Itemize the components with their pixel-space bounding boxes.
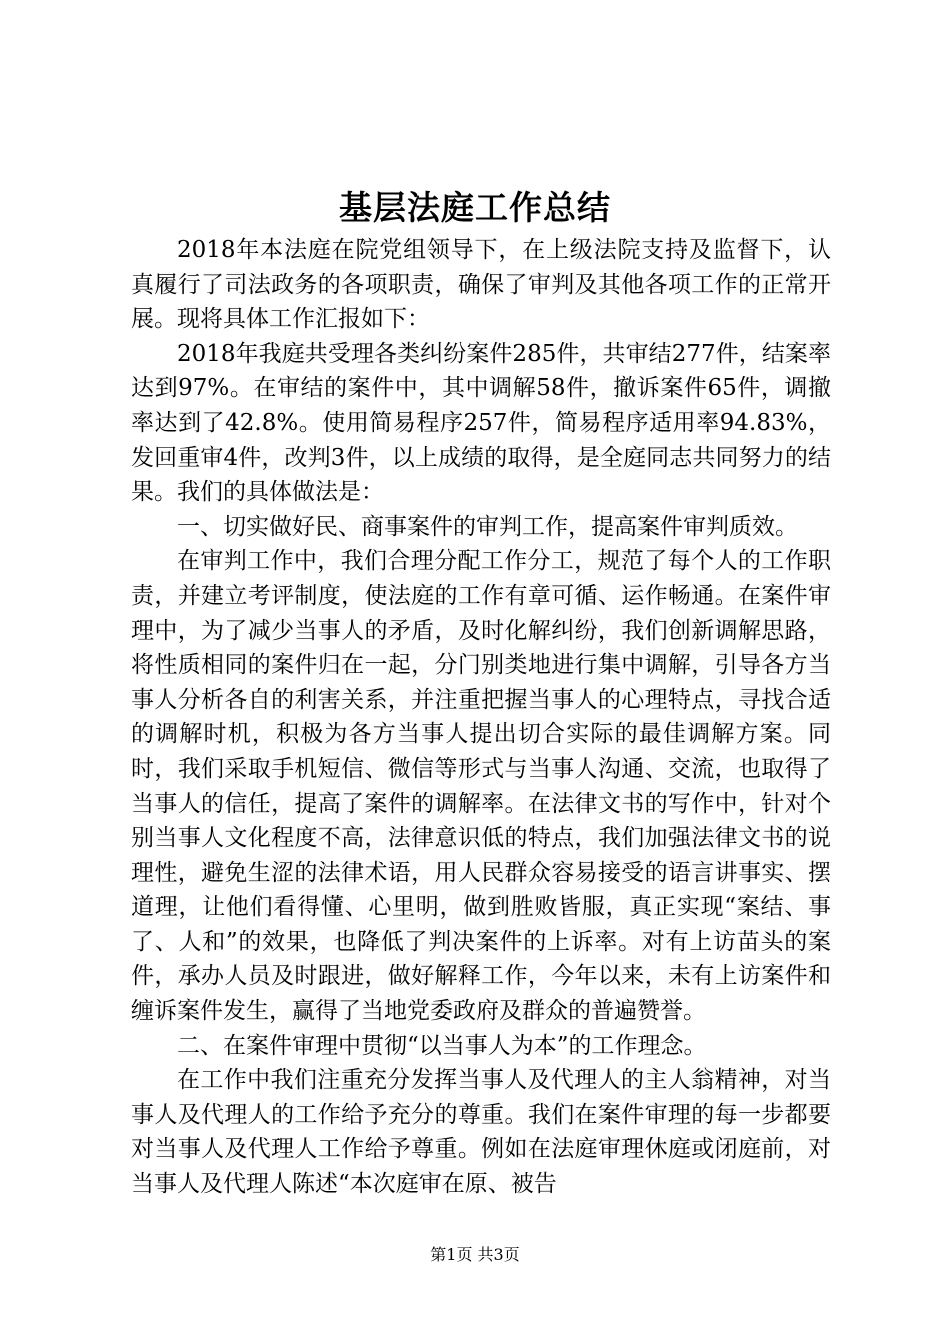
document-body [131, 233, 831, 1202]
page-footer: 第1页 共3页 [430, 1245, 520, 1264]
section-heading-2: 二、在案件审理中贯彻“以当事人为本”的工作理念。 [177, 1032, 707, 1059]
paragraph-trial-work: 在审判工作中，我们合理分配工作分工，规范了每个人的工作职责，并建立考评制度，使法庭的工作有章可循、运作畅通。在案件审理中，为了减少当事人的矛盾，及时化解纠纷，我们创新调解思路，将性质相同的案件归在一起，分门别类地进行集中调解，引导各方当事人分析各自的利害关系，并注重把握当事人的心理特点，寻找合适的调解时机，积极为各方当事人提出切合实际的最佳调解方案。同时，我们采取手机短信、微信等形式与当事人沟通、交流，也取得了当事人的信任，提高了案件的调解率。在法律文书的写作中，针对个别当事人文化程度不高，法律意识低的特点，我们加强法律文书的说理性，避免生涩的法律术语，用人民群众容易接受的语言讲事实、摆道理，让他们看得懂、心里明，做到胜败皆服，真正实现“案结、事了、人和”的效果，也降低了判决案件的上诉率。对有上访苗头的案件，承办人员及时跟进，做好解释工作，今年以来，未有上访案件和缠诉案件发生，赢得了当地党委政府及群众的普遍赞誉。 [131, 548, 831, 1025]
paragraph-statistics: 2018年我庭共受理各类纠纷案件285件，共审结277件，结案率达到97%。在审结的案件中，其中调解58件，撤诉案件65件，调撤率达到了42.8%。使用简易程序257件，简易程序适用率94.83%，发回重审4件，改判3件，以上成绩的取得，是全庭同志共同努力的结果。我们的具体做法是： [131, 340, 831, 506]
paragraph-party-centered: 在工作中我们注重充分发挥当事人及代理人的主人翁精神，对当事人及代理人的工作给予充分的尊重。我们在案件审理的每一步都要对当事人及代理人工作给予尊重。例如在法庭审理休庭或闭庭前，对当事人及代理人陈述“本次庭审在原、被告 [131, 1067, 831, 1198]
paragraph-intro: 2018年本法庭在院党组领导下，在上级法院支持及监督下，认真履行了司法政务的各项职责，确保了审判及其他各项工作的正常开展。现将具体工作汇报如下： [131, 237, 831, 333]
document-title: 基层法庭工作总结 [339, 188, 611, 227]
section-heading-1: 一、切实做好民、商事案件的审判工作，提高案件审判质效。 [177, 513, 798, 540]
